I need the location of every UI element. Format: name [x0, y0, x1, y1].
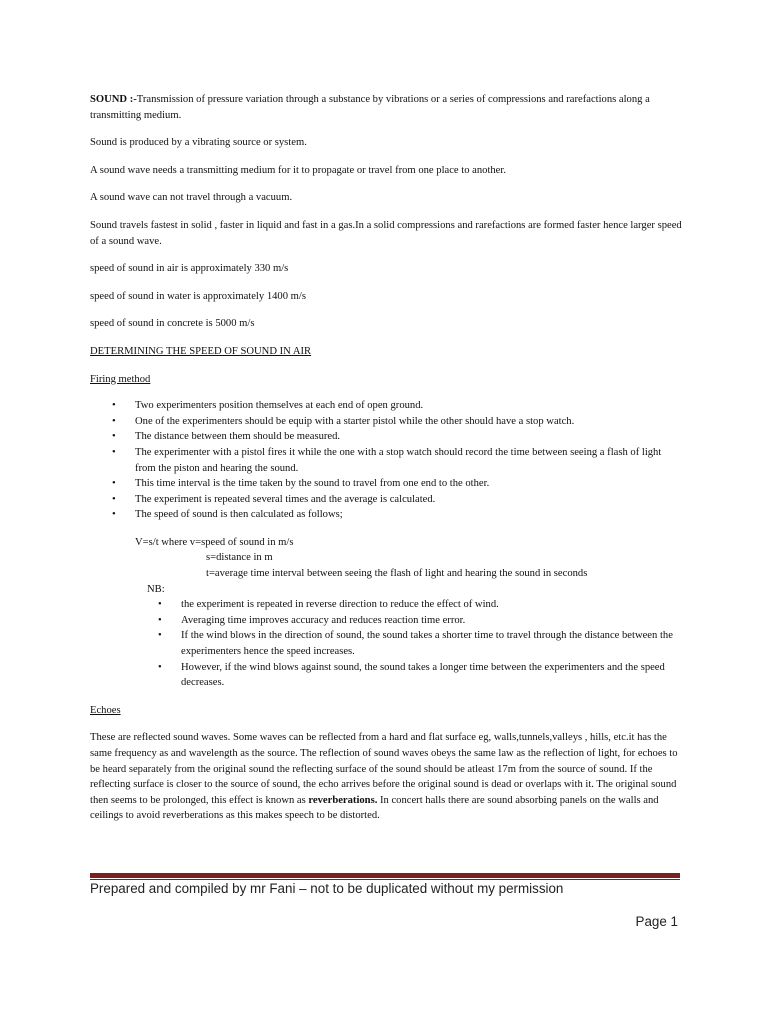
sound-definition: Transmission of pressure variation through a substance by vibrations or a series of compressions and rarefactions along a transmitting medium.: [90, 94, 650, 121]
paragraph-speed-states: Sound travels fastest in solid , faster in liquid and fast in a gas.In a solid compressions and rarefactions are formed faster hence larger speed of a sound wave.: [90, 219, 682, 247]
page-number: Page 1: [635, 914, 678, 929]
formula-line-time: t=average time interval between seeing the flash of light and hearing the sound in seconds: [206, 568, 588, 580]
echoes-text-end: In concert halls there are sound absorbing panels on the walls and ceilings to avoid reverberations as this makes speech to be distorted.: [90, 794, 659, 822]
list-item: • The experiment is repeated several times and the average is calculated.: [90, 492, 682, 508]
paragraph-speed-concrete: speed of sound in concrete is 5000 m/s: [90, 318, 255, 330]
speed-formula: [135, 535, 682, 582]
reverberations-term: reverberations.: [308, 794, 378, 806]
list-item: • However, if the wind blows against sound, the sound takes a longer time between the experimenters and the speed decreases.: [90, 660, 682, 691]
footer-rule-thin: [90, 879, 680, 880]
echoes-text: These are reflected sound waves. Some waves can be reflected from a hard and flat surface eg, walls,tunnels,valleys , hills, etc.it has the same frequency as and wavelength as the source. The reflection of sound waves obeys the same law as the reflection of light, for echoes to be heard separately from the original sound the reflecting surface of the sound should be atleast 17m from the source of sound. If the reflecting surface is closer to the source of sound, the echo arrives before the original sound is dead or overlaps with it. The original sound then seems to be prolonged, this effect is known as: [90, 732, 678, 806]
firing-method-heading: Firing method: [90, 373, 151, 385]
list-item: • Averaging time improves accuracy and reduces reaction time error.: [90, 613, 682, 629]
list-item: • The distance between them should be measured.: [90, 429, 682, 445]
paragraph-vacuum: A sound wave can not travel through a vacuum.: [90, 192, 293, 204]
nb-list: [90, 597, 682, 691]
document-body: [90, 92, 682, 836]
list-item: • The speed of sound is then calculated as follows;: [90, 507, 682, 523]
list-item: • Two experimenters position themselves at each end of open ground.: [90, 398, 682, 414]
section-heading: DETERMINING THE SPEED OF SOUND IN AIR: [90, 345, 312, 357]
list-item: • the experiment is repeated in reverse direction to reduce the effect of wind.: [90, 597, 682, 613]
paragraph-medium: A sound wave needs a transmitting medium for it to propagate or travel from one place to another.: [90, 164, 506, 176]
footer-text: Prepared and compiled by mr Fani – not to be duplicated without my permission: [90, 881, 564, 896]
footer-rule: [90, 873, 680, 878]
firing-steps-list: [90, 398, 682, 523]
paragraph-speed-air: speed of sound in air is approximately 330 m/s: [90, 263, 289, 275]
paragraph-speed-water: speed of sound in water is approximately 1400 m/s: [90, 290, 306, 302]
list-item: • This time interval is the time taken by the sound to travel from one end to the other.: [90, 476, 682, 492]
list-item: • If the wind blows in the direction of sound, the sound takes a shorter time to travel through the distance between the experimenters hence the speed increases.: [90, 628, 682, 659]
echoes-heading: Echoes: [90, 704, 121, 716]
echoes-paragraph: [90, 730, 682, 824]
list-item: • One of the experimenters should be equip with a starter pistol while the other should have a stop watch.: [90, 414, 682, 430]
sound-term: SOUND :-: [90, 94, 137, 105]
list-item: • The experimenter with a pistol fires it while the one with a stop watch should record the time between seeing a flash of light from the piston and hearing the sound.: [90, 445, 682, 476]
nb-label: NB:: [147, 583, 165, 595]
paragraph-sound-source: Sound is produced by a vibrating source or system.: [90, 137, 307, 149]
formula-line-distance: s=distance in m: [206, 552, 273, 564]
formula-line-speed: V=s/t where v=speed of sound in m/s: [135, 536, 294, 548]
intro-paragraph: [90, 92, 682, 123]
